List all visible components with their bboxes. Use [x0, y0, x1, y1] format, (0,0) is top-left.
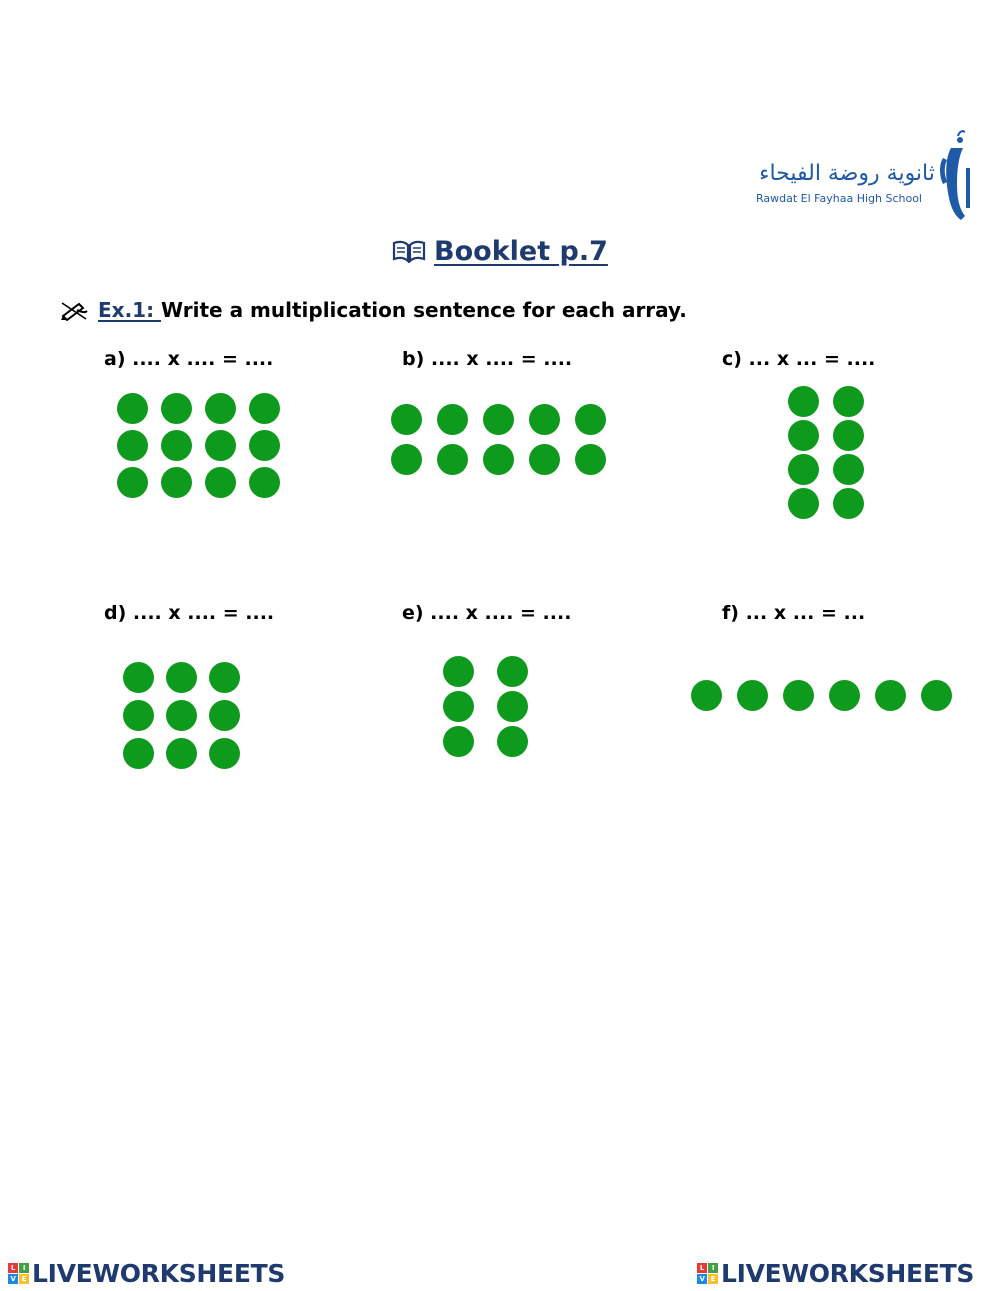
- array-dot: [437, 404, 468, 435]
- instruction-text: Write a multiplication sentence for each array.: [161, 298, 687, 322]
- array-dot: [209, 738, 240, 769]
- problem-f-label: f) ... x ... = ...: [722, 602, 866, 624]
- array-dot: [249, 467, 280, 498]
- array-dot: [249, 393, 280, 424]
- array-dot: [166, 738, 197, 769]
- array-dot: [497, 726, 528, 757]
- array-dot: [161, 393, 192, 424]
- array-dot: [117, 393, 148, 424]
- title-text: Booklet p.7: [434, 236, 608, 267]
- logo-arabic-text: ثانوية روضة الفيحاء: [759, 161, 935, 186]
- footer-brand-left: [8, 1259, 285, 1288]
- array-dot: [209, 700, 240, 731]
- array-dot: [166, 700, 197, 731]
- array-dot: [529, 404, 560, 435]
- footer-brand-right: [697, 1259, 974, 1288]
- array-dot: [249, 430, 280, 461]
- array-dot: [123, 700, 154, 731]
- array-dot: [691, 680, 722, 711]
- array-dot: [829, 680, 860, 711]
- array-dot: [497, 691, 528, 722]
- array-dot: [483, 404, 514, 435]
- array-dot: [497, 656, 528, 687]
- array-dot: [788, 386, 819, 417]
- array-dot: [788, 488, 819, 519]
- footer-brand-text: LIVEWORKSHEETS: [32, 1259, 286, 1288]
- writing-hand-icon: [60, 299, 88, 326]
- problem-c-label: c) ... x ... = ....: [722, 348, 876, 370]
- array-dot: [166, 662, 197, 693]
- array-dot: [437, 444, 468, 475]
- array-dot: [875, 680, 906, 711]
- array-dot: [833, 420, 864, 451]
- array-dot: [575, 444, 606, 475]
- array-dot: [443, 656, 474, 687]
- problem-b-label: b) .... x .... = ....: [402, 348, 573, 370]
- school-logo: [755, 128, 975, 223]
- liveworksheets-logo-icon: L I V E: [697, 1263, 718, 1284]
- array-dot: [123, 662, 154, 693]
- array-dot: [205, 467, 236, 498]
- array-dot: [391, 444, 422, 475]
- array-dot: [117, 430, 148, 461]
- array-dot: [483, 444, 514, 475]
- array-dot: [737, 680, 768, 711]
- page-title: [0, 236, 1000, 270]
- array-dot: [161, 467, 192, 498]
- problem-d-label: d) .... x .... = ....: [104, 602, 275, 624]
- array-dot: [833, 454, 864, 485]
- array-dot: [788, 420, 819, 451]
- logo-english-text: Rawdat El Fayhaa High School: [756, 192, 922, 205]
- array-dot: [833, 488, 864, 519]
- array-dot: [117, 467, 148, 498]
- array-dot: [205, 393, 236, 424]
- array-dot: [788, 454, 819, 485]
- array-dot: [205, 430, 236, 461]
- array-dot: [783, 680, 814, 711]
- array-dot: [443, 726, 474, 757]
- school-logo-graphic: [755, 128, 975, 223]
- problem-a-label: a) .... x .... = ....: [104, 348, 274, 370]
- open-book-icon: [392, 239, 426, 270]
- problem-e-label: e) .... x .... = ....: [402, 602, 572, 624]
- array-dot: [391, 404, 422, 435]
- array-dot: [529, 444, 560, 475]
- exercise-number: Ex.1:: [98, 298, 162, 322]
- array-dot: [443, 691, 474, 722]
- array-dot: [161, 430, 192, 461]
- liveworksheets-logo-icon: L I V E: [8, 1263, 29, 1284]
- array-dot: [575, 404, 606, 435]
- array-dot: [833, 386, 864, 417]
- array-dot: [123, 738, 154, 769]
- footer-brand-text: LIVEWORKSHEETS: [721, 1259, 975, 1288]
- array-dot: [209, 662, 240, 693]
- exercise-instruction: [60, 298, 687, 326]
- array-dot: [921, 680, 952, 711]
